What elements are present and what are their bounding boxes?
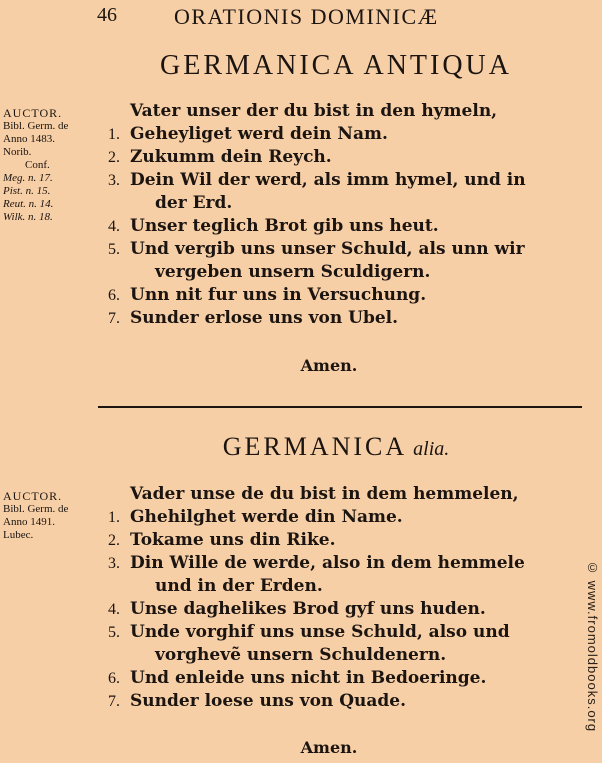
line-text: Unse daghelikes Brod gyf uns huden. <box>130 599 486 619</box>
prayer-line <box>108 529 598 552</box>
prayer-line <box>108 100 598 123</box>
margin-note-line: Lubec. <box>3 529 34 541</box>
prayer-line <box>108 169 598 192</box>
section-title-suffix: alia. <box>413 438 450 460</box>
line-number: 3. <box>108 555 120 572</box>
section-title-alia <box>35 432 602 462</box>
prayer-line-continued <box>108 644 598 667</box>
line-number: 5. <box>108 624 120 641</box>
line-number: 1. <box>108 126 120 143</box>
watermark: © www.fromoldbooks.org <box>585 560 600 733</box>
margin-note-antiqua <box>3 107 97 224</box>
section-title-text: GERMANICA <box>222 432 408 461</box>
line-text: Unn nit fur uns in Versuchung. <box>130 285 427 305</box>
section-divider <box>98 406 582 408</box>
line-text: Und vergib uns unser Schuld, als unn wir <box>130 239 525 259</box>
line-text: vorghevẽ unsern Schuldenern. <box>155 645 447 665</box>
margin-note-line: Bibl. Germ. de <box>3 120 69 132</box>
line-text: Sunder erlose uns von Ubel. <box>130 308 399 328</box>
margin-note-line: Anno 1491. <box>3 516 55 528</box>
line-text: Vater unser der du bist in den hymeln, <box>130 101 498 121</box>
line-text: Geheyliget werd dein Nam. <box>130 124 388 144</box>
prayer-line <box>108 552 598 575</box>
margin-note-line: Bibl. Germ. de <box>3 503 69 515</box>
line-number: 3. <box>108 172 120 189</box>
line-text: Dein Wil der werd, als imm hymel, und in <box>130 170 526 190</box>
line-text: Unser teglich Brot gib uns heut. <box>130 216 439 236</box>
margin-note-auctor: AUCTOR. <box>3 106 63 120</box>
prayer-line <box>108 667 598 690</box>
line-number: 1. <box>108 509 120 526</box>
section-title-text: GERMANICA ANTIQUA <box>160 50 512 81</box>
margin-note-line: Conf. <box>25 159 50 171</box>
prayer-text-antiqua <box>108 100 598 330</box>
margin-note-line: Reut. n. 14. <box>3 198 54 210</box>
section-title-antiqua <box>35 50 602 82</box>
margin-note-line: Anno 1483. <box>3 133 55 145</box>
prayer-line <box>108 621 598 644</box>
line-text: der Erd. <box>155 193 233 213</box>
prayer-line <box>108 506 598 529</box>
line-text: Und enleide uns nicht in Bedoeringe. <box>130 668 487 688</box>
amen-antiqua: Amen. <box>300 356 358 375</box>
line-text: Zukumm dein Reych. <box>130 147 332 167</box>
prayer-line-continued <box>108 192 598 215</box>
prayer-line <box>108 215 598 238</box>
margin-note-line: Meg. n. 17. <box>3 172 53 184</box>
amen-alia: Amen. <box>300 738 358 757</box>
line-text: und in der Erden. <box>155 576 323 596</box>
prayer-line-continued <box>108 261 598 284</box>
prayer-line <box>108 690 598 713</box>
prayer-line <box>108 483 598 506</box>
margin-note-line: Pist. n. 15. <box>3 185 51 197</box>
margin-note-alia <box>3 490 97 542</box>
line-text: Vader unse de du bist in dem hemmelen, <box>130 484 519 504</box>
prayer-line <box>108 598 598 621</box>
line-number: 6. <box>108 670 120 687</box>
line-text: Unde vorghif uns unse Schuld, also und <box>130 622 510 642</box>
line-number: 7. <box>108 310 120 327</box>
prayer-line <box>108 284 598 307</box>
line-number: 6. <box>108 287 120 304</box>
margin-note-line: Norib. <box>3 146 32 158</box>
line-text: Tokame uns din Rike. <box>130 530 336 550</box>
line-text: Sunder loese uns von Quade. <box>130 691 407 711</box>
line-number: 2. <box>108 532 120 549</box>
prayer-line <box>108 146 598 169</box>
running-title: ORATIONIS DOMINICÆ <box>174 4 439 29</box>
line-number: 2. <box>108 149 120 166</box>
page-number: 46 <box>97 4 117 26</box>
prayer-line <box>108 238 598 261</box>
prayer-line <box>108 123 598 146</box>
line-number: 4. <box>108 601 120 618</box>
line-number: 4. <box>108 218 120 235</box>
prayer-line-continued <box>108 575 598 598</box>
line-text: vergeben unsern Sculdigern. <box>155 262 431 282</box>
prayer-text-alia <box>108 483 598 713</box>
line-number: 5. <box>108 241 120 258</box>
line-text: Ghehilghet werde din Name. <box>130 507 403 527</box>
prayer-line <box>108 307 598 330</box>
margin-note-line: Wilk. n. 18. <box>3 211 53 223</box>
line-number: 7. <box>108 693 120 710</box>
line-text: Din Wille de werde, also in dem hemmele <box>130 553 525 573</box>
margin-note-auctor: AUCTOR. <box>3 489 63 503</box>
